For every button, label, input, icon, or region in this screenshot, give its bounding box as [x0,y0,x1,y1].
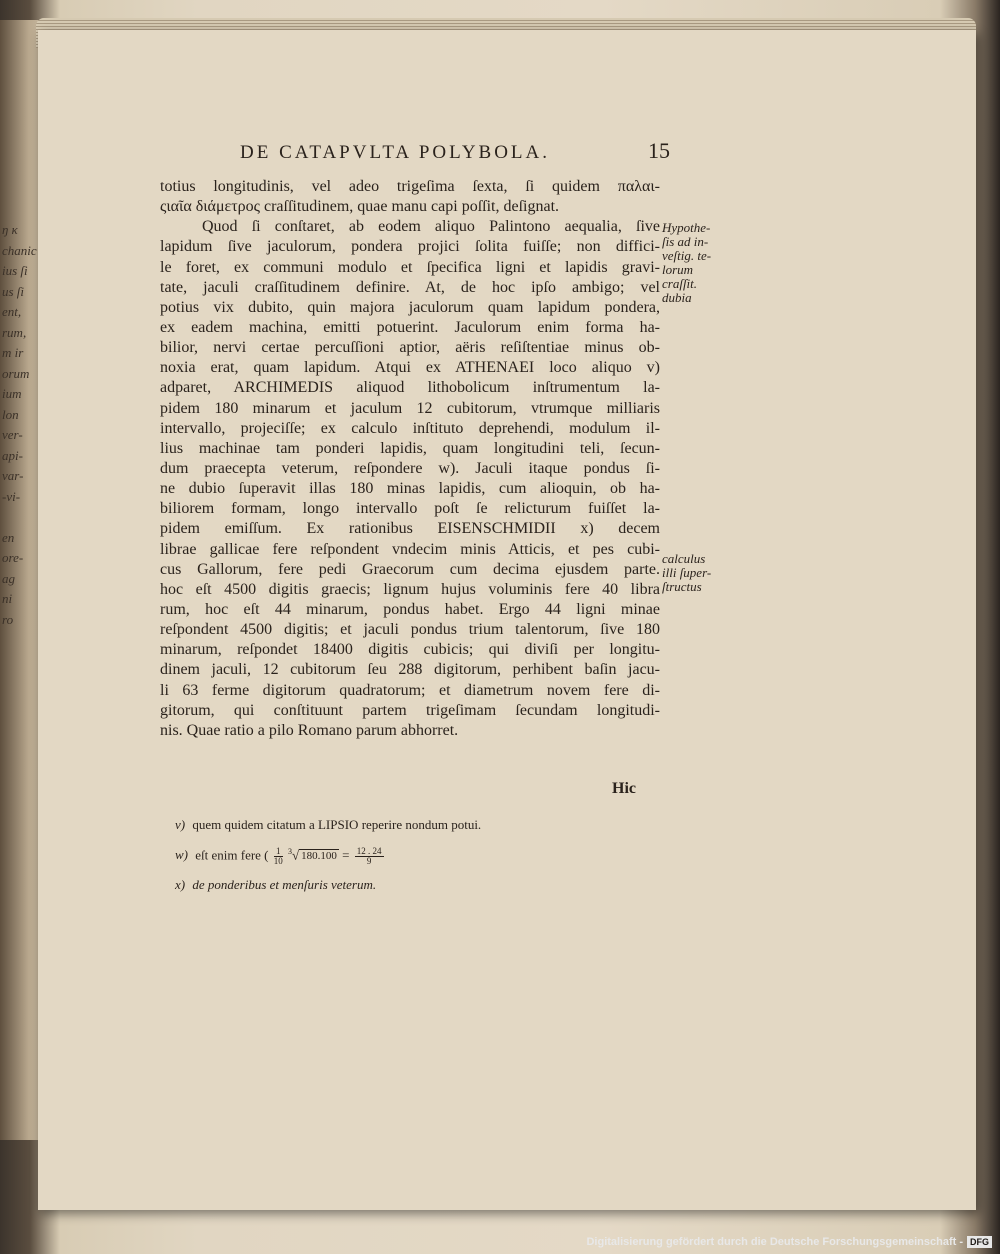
text-line: li 63 ferme digitorum quadratorum; et diametrum novem fere di- [160,681,660,699]
radicand: 180.100 [301,850,337,863]
left-page-fragment: ver- [2,427,23,442]
text-line: totius longitudinis, vel adeo trigeſima ſexta, ſi quidem παλαι- [160,178,660,195]
text-line: nis. Quae ratio a pilo Romano parum abhorret. [160,721,459,739]
footnote-w [175,847,595,877]
left-page-fragment: ŋ κ [2,222,18,237]
left-page-fragment: var- [2,468,24,483]
text-line: dum praecepta veterum, reſpondere w). Jaculi itaque pondus ſi- [160,459,660,477]
footnote-text: quem quidem citatum a LIPSIO reperire nondum potui. [192,817,482,832]
marginal-line: veſtig. te- [662,248,712,263]
left-page-fragment: ag [2,570,15,586]
footnote-text: de ponderibus et menſuris veterum. [192,877,377,892]
text-line: le foret, ex communi modulo et ſpecifica ligni et lapidis gravi- [160,258,660,276]
text-line: bilior, nervi certae percuſſioni aptior, aëris reſiſtentiae minus ob- [160,339,660,357]
digitization-footer [586,1234,992,1250]
text-line: intervallo, projeciſſe; ex calculo inſtituto deprehendi, modulum il- [160,419,660,437]
text-line: tate, jaculi craſſitudinem definire. At, de hoc ipſo ambigo; vel [160,278,660,296]
text-line: minarum, reſpondet 18400 digitis cubicis; qui diviſi per longitu- [160,641,660,659]
footnote-x [175,877,595,907]
main-text-block [160,177,660,741]
marginal-line: calculus [662,551,706,566]
left-page-fragment: en [2,529,15,545]
footnote-mark: x) [175,877,186,892]
text-line: ne dubio ſuperavit illas 180 minas lapidis, cum alioquin, ob ha- [160,480,660,498]
text-line: pidem 180 minarum et jaculum 12 cubitorum, vtrumque milliaris [160,399,660,417]
marginal-line: ſtructus [662,579,702,594]
left-page-fragment: -vi- [2,488,21,504]
marginal-line: illi ſuper- [662,565,712,580]
text-line: hoc eſt 4500 digitis graecis; lignum hujus voluminis fere 40 libra [160,580,660,598]
text-line: biliorem formam, longo intervallo poſt ſe relicturum fuiſſet la- [160,500,660,518]
dfg-logo: DFG [967,1236,992,1248]
text-line: rum, hoc eſt 44 minarum, pondus habet. Ergo 44 ligni minae [160,600,660,618]
text-line: potius vix dubito, quin majora jaculorum quam lapidum pondera, [160,298,660,316]
text-line: noxia erat, quam lapidum. Atqui ex ATHENAEI loco aliquo v) [160,359,660,377]
text-line: lius machinae tam ponderi lapidis, quam longitudini teli, ſecun- [160,439,660,457]
left-page-fragment [2,507,32,528]
left-page-fragment: m ir [2,345,24,360]
marginal-line: lorum [662,262,694,277]
text-line: librae gallicae fere reſpondent vndecim minis Atticis, et pes cubi- [160,540,660,558]
footer-text: Digitalisierung gefördert durch die Deutsche Forschungsgemeinschaft - [586,1236,963,1248]
text-line: ex eadem machina, emitti potuerint. Jaculorum enim forma ha- [160,318,660,336]
equals-sign: = [342,847,350,863]
catchword: Hic [612,780,636,797]
left-page-fragment: orum [2,365,30,381]
root-index: 3 [288,847,293,857]
text-line: Quod ſi conſtaret, ab eodem aliquo Palintono aequalia, ſive [202,218,660,236]
text-line: adparet, ARCHIMEDIS aliquod lithobolicum inſtrumentum la- [160,379,660,397]
fraction-one-tenth: $\frac{1}{10}$ [273,846,283,866]
text-line: dinem jaculi, 12 cubitorum ſeu 288 digitorum, perhibent baſin jacu- [160,661,660,679]
running-title: DE CATAPVLTA POLYBOLA. [240,142,551,163]
text-line: lapidum ſive jaculorum, pondera projici ſolita fuiſſe; non diffici- [160,238,660,256]
radical-sign: √ [292,847,300,863]
text-line: pidem emiſſum. Ex rationibus EISENSCHMIDII x) decem [160,520,660,538]
page-number: 15 [648,138,670,163]
text-line: gitorum, qui conſtituunt partem trigeſimam ſecundam longitudi- [160,701,660,719]
footnote-mark: v) [175,817,186,832]
left-page-fragment: rum, [2,324,27,340]
left-page-fragment: ius ſi [2,263,28,278]
left-page-fragment: ore- [2,550,24,565]
left-page-fragments [2,220,37,630]
left-page-fragment: chanic [2,242,37,258]
left-page-fragment: lon [2,406,19,422]
footnote-v [175,817,595,847]
marginal-line: dubia [662,290,692,305]
left-page-fragment: ro [2,611,14,627]
marginal-note-calculus [662,552,742,594]
running-header [240,138,670,164]
marginal-line: ſis ad in- [662,234,709,249]
footnotes [175,817,595,907]
left-page-fragment: us ſi [2,283,25,299]
footnote-mark: w) [175,847,188,863]
text-line: ςιαῖα διάμετρος craſſitudinem, quae manu capi poſſit, deſignat. [160,198,560,216]
fraction-result: $\frac{12 . 24}{9}$ [356,846,382,866]
marginal-line: craſſit. [662,276,698,291]
left-page-fragment: ent, [2,304,22,319]
text-line: reſpondent 4500 digitis; et jaculi pondus trium talentorum, ſive 180 [160,621,660,639]
marginal-line: Hypothe- [662,220,711,235]
left-page-fragment: api- [2,447,23,463]
left-page-fragment: ium [2,386,22,401]
footnote-text: eſt enim fere ( [195,847,269,863]
text-line: cus Gallorum, fere pedi Graecorum cum decima ejusdem parte. [160,560,660,578]
marginal-note-hypothesis [662,221,742,305]
left-page-fragment: ni [2,591,13,606]
